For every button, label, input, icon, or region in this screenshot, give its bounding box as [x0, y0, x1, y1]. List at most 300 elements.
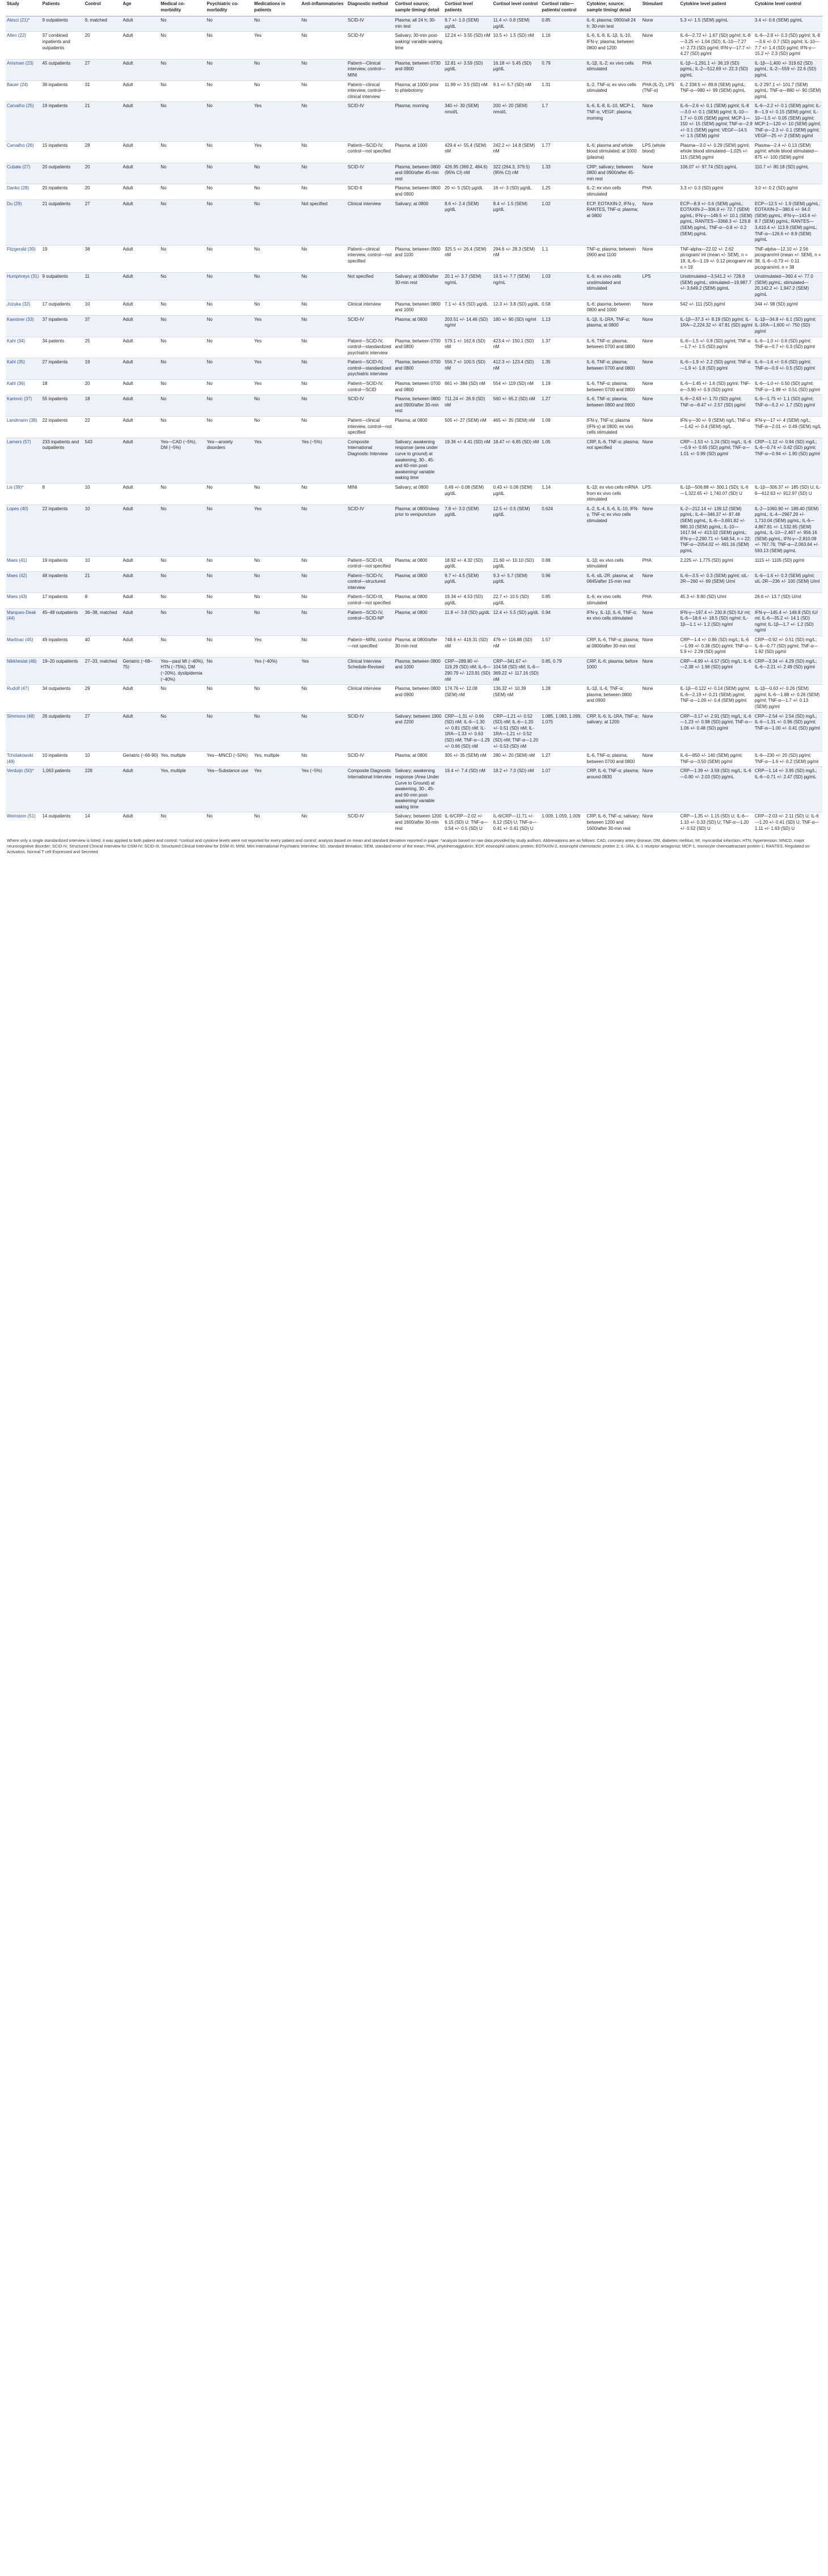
table-cell: Adult [122, 82, 133, 87]
table-cell: 1.31 [542, 82, 551, 87]
table-cell: 1.28 [542, 686, 551, 692]
table-cell: CRP—3.34 +/- 4.29 (SD) mg/L; IL-6—2.21 +/- 2.49 (SD) pg/ml [754, 658, 817, 670]
table-cell: None [642, 103, 653, 109]
table-cell: PHA [642, 60, 652, 66]
column-header: Cytokine level patient [679, 0, 753, 16]
table-cell: CRP, IL-6, TNF-α; plasma; not specified [586, 439, 639, 451]
table-cell: None [642, 573, 653, 578]
table-cell: None [642, 316, 653, 322]
study-cell: Kahl (36) [7, 381, 26, 387]
table-cell: IL-6, TNF-α; plasma; between 0700 and 0800 [586, 381, 635, 392]
table-row [6, 752, 822, 767]
table-cell: Adult [122, 686, 133, 692]
table-cell: No [254, 185, 260, 191]
table-cell: 9 outpatients [42, 274, 68, 279]
table-cell: Adult [122, 164, 133, 170]
table-cell: None [642, 658, 653, 664]
table-cell: No [160, 609, 167, 615]
table-cell: 20.1 +/- 3.7 (SEM) ng/mL [445, 274, 481, 285]
table-cell: 18 [85, 396, 90, 402]
table-cell: 579.1 +/- 162.6 (SD) nM [445, 338, 485, 350]
table-cell: No [206, 713, 213, 719]
table-cell: IL-6, IL-8, IL-10, MCP-1, TNF-α, VEGF; plasma; morning [586, 103, 635, 121]
table-cell: IL-6; plasma; between 0800 and 1000 [586, 301, 631, 313]
table-cell: Yes [254, 316, 262, 322]
table-cell: No [206, 573, 213, 578]
study-cell: Maes (42) [7, 573, 27, 578]
table-cell: 7.8 +/- 3.0 (SEM) µg/dL [445, 506, 479, 518]
table-cell: 9.7 +/- 1.0 (SEM) µg/dL [445, 18, 479, 29]
table-cell: Salivary; awakening response (area under curve to ground) at awakening, 30-, 45- and 60-min post-awakening/ variable waking time [395, 439, 438, 481]
table-cell: Adult [122, 573, 133, 578]
table-cell: CRP—1.14 +/- 3.95 (SD) mg/L; IL-6—0.71 +/- 2.47 (SD) pg/mL [754, 768, 817, 779]
table-cell: No [160, 246, 167, 252]
table-cell: No [254, 274, 260, 279]
table-row [6, 141, 822, 163]
table-cell: IL-6—1.5 +/- 0.8 (SD) pg/ml; TNF-α—1.7 +/- 1.5 (SD) pg/ml [680, 338, 751, 350]
table-cell: SCID-IV [348, 396, 364, 402]
table-cell: Adult [122, 609, 133, 615]
table-cell: 20 inpatients [42, 185, 68, 191]
table-cell: PHA (IL-2), LPS (TNF-α) [642, 82, 674, 94]
table-cell: No [160, 506, 167, 511]
table-row [6, 184, 822, 200]
table-cell: Plasma—2.4 +/- 0.13 (SEM) pg/ml; whole blood stimulated—875 +/- 100 (SEM) pg/ml [754, 142, 818, 160]
table-cell: Adult [122, 359, 133, 365]
table-cell: IL-6—1.0 +/- 0.6 (SD) pg/ml; TNF-α—0.7 +/- 0.3 (SD) pg/ml [754, 338, 815, 350]
table-cell: 36–38, matched [85, 609, 117, 615]
table-cell: CRP, IL-6; plasma; before 1000 [586, 658, 638, 670]
table-cell: Plasma; between 0730 and 0900 [395, 60, 441, 72]
table-cell: Plasma; between 0800 and 0900 [395, 686, 441, 697]
table-cell: No [160, 594, 167, 600]
table-cell: Plasma; between 0700 and 0800 [395, 338, 441, 350]
table-cell: 49 inpatients [42, 637, 68, 643]
table-cell: Patient—SCID-IV, control—standardized psychiatric interview [348, 338, 391, 355]
table-cell: 1.02 [542, 201, 551, 206]
column-header: Study [6, 0, 41, 16]
table-cell: Adult [122, 439, 133, 444]
table-cell: 294.6 +/- 28.3 (SEM) nM [493, 246, 535, 258]
study-cell: Anisman (23) [7, 60, 33, 66]
table-cell: No [160, 142, 167, 148]
table-cell: TNF-alpha—12.10 +/- 2.56 picogram/ml (mean +/- SEM), n = 38, IL-6—0.73 +/- 0.11 picogram/ml, n = 38 [754, 246, 821, 270]
table-row [6, 685, 822, 712]
table-cell: CRP—2.54 +/- 2.54 (SD) mg/L; IL-6—1.31 +/- 0.96 (SD) pg/ml; TNF-α—1.00 +/- 0.41 (SD) pg/ml [754, 713, 820, 731]
table-row [6, 315, 822, 337]
column-header: Diagnostic method [347, 0, 394, 16]
table-cell: None [642, 301, 653, 307]
table-cell: IL-6; ex vivo cells stimulated [586, 594, 622, 606]
table-cell: Yes, multiple [254, 753, 280, 759]
table-cell: Geriatric (~68–75) [122, 658, 153, 670]
table-cell: 10 [85, 506, 90, 511]
table-cell: 21.60 +/- 10.10 (SD) µg/dL [493, 557, 534, 569]
table-row [6, 337, 822, 358]
table-cell: Adult [122, 246, 133, 252]
column-header: Cortisol level patients [443, 0, 492, 16]
table-cell: IL-2 338.5 +/- 89.8 (SEM) pg/mL; TNF-α—980 +/- 99 (SEM) pg/mL [680, 82, 746, 94]
table-cell: CRP—341.67 +/- 104.58 (SD) nM; IL-6—369.22 +/- 117.16 (SD) nM [493, 658, 540, 682]
table-cell: No [160, 381, 167, 387]
table-cell: IL-2, TNF-α; ex vivo cells stimulated [586, 82, 636, 94]
study-cell: Cubała (27) [7, 164, 31, 170]
table-cell: 19 inpatients [42, 557, 68, 563]
table-header [6, 0, 822, 16]
table-cell: IL-1β, IL-6, TNF-α; plasma; between 0800 and 0900 [586, 686, 632, 704]
table-cell: IL-6—2.6 +/- 0.1 (SEM) pg/ml; IL-8—3.0 +/- 0.1 (SEM) pg/ml; IL-10—1.7 +/- 0.05 (SEM) pg/ml; MCP-1—150 +/- 15 (SEM) pg/ml; TNF-α—2.9 +/- 0.1 (SEM) pg/ml; VEGF—14.5 +/- 1.5 (SEM) pg/ml [680, 103, 753, 139]
table-row [6, 417, 822, 438]
table-cell: Geriatric (~66-90) [122, 753, 158, 759]
table-cell: 1115 +/- 1105 (SD) pg/ml [754, 557, 804, 563]
table-cell: LPS (whole blood) [642, 142, 665, 154]
table-cell: Adult [122, 594, 133, 600]
table-cell: LPS [642, 484, 651, 490]
table-cell: 0.94 [542, 609, 551, 615]
table-cell: 325.5 +/- 26.4 (SEM) nM [445, 246, 487, 258]
table-cell: IL-6—1.9 +/- 2.2 (SD) pg/ml; TNF-α—1.9 +/- 1.8 (SD) pg/ml [680, 359, 751, 371]
table-cell: No [301, 637, 307, 643]
study-cell: Rudolf (47) [7, 686, 29, 692]
table-cell: No [206, 201, 213, 206]
table-cell: No [301, 484, 307, 490]
table-cell: 26 outpatients [42, 713, 71, 719]
table-cell: Patient—SCID-IV, control—not specified [348, 142, 391, 154]
column-header: Cortisol ratio—patients/ control [540, 0, 585, 16]
table-cell: 37 inpatients [42, 316, 68, 322]
study-cell: Lis (39)* [7, 484, 24, 490]
table-cell: ECP—12.5 +/- 1.9 (SEM) µg/mL; EOTAXIN-2—380.6 +/- 94.0 (SEM) pg/mL; IFN-γ—143.6 +/- 8.7 (SEM) pg/mL; RANTES—3,410.4 +/- 113.9 (SEM) pg/mL; TNF-α—126.6 +/- 8.9 (SEM) pg/mL [754, 201, 821, 243]
table-cell: Adult [122, 381, 133, 387]
table-cell: TNF-α; plasma; between 0900 and 1100 [586, 246, 636, 258]
table-cell: SCID-IV [348, 814, 364, 819]
table-cell: No [160, 18, 167, 23]
table-row [6, 358, 822, 380]
table-row [6, 32, 822, 59]
table-cell: No [206, 814, 213, 819]
study-cell: Fitzgerald (30) [7, 246, 36, 252]
table-cell: 16 +/- 3 (SD) µg/dL [493, 185, 532, 191]
table-cell: Adult [122, 637, 133, 643]
table-cell: None [642, 768, 653, 774]
table-cell: 20 outpatients [42, 164, 71, 170]
table-cell: 554 +/- 119 (SD) nM [493, 381, 534, 387]
table-cell: No [301, 359, 307, 365]
table-cell: 9 outpatients [42, 18, 68, 23]
table-cell: Patient—SCID-III, control—not specified [348, 557, 391, 569]
table-cell: Adult [122, 506, 133, 511]
table-cell: No [254, 396, 260, 402]
table-cell: 11.8 +/- 3.8 (SD) µg/dL [445, 609, 491, 615]
table-cell: Salivary; between 1900 and 2200 [395, 713, 442, 725]
table-cell: Patient—SCID-IV, control—SCID [348, 381, 383, 392]
table-cell: IL-1β—1,400 +/- 319.62 (SD) pg/mL; IL-2—559 +/- 22.6 (SD) pg/mL [754, 60, 817, 78]
table-cell: Plasma; at 0800 [395, 418, 428, 423]
table-cell: IL-6—1.6 +/- 0.6 (SD) pg/ml; TNF-α—0.9 +/- 0.5 (SD) pg/ml [754, 359, 815, 371]
table-cell: 12.24 +/- 3.55 (SD) nM [445, 33, 491, 39]
table-cell: 27 inpatients [42, 359, 68, 365]
table-cell: 180 +/- 90 (SD) ng/ml [493, 316, 536, 322]
table-cell: 25 [85, 338, 90, 344]
table-cell: No [206, 557, 213, 563]
table-cell: 48 inpatients [42, 573, 68, 578]
table-cell: 1.07 [542, 768, 551, 774]
table-cell: No [160, 164, 167, 170]
table-cell: IL-6—2.63 +/- 1.70 (SD) pg/ml; TNF-α—8.47 +/- 2.57 (SD) pg/ml [680, 396, 746, 408]
table-cell: 1.33 [542, 164, 551, 170]
table-cell: 0.624 [542, 506, 553, 511]
table-cell: 21 [85, 573, 90, 578]
table-cell: None [642, 814, 653, 819]
table-cell: No [254, 814, 260, 819]
table-row [6, 505, 822, 556]
table-cell: None [642, 506, 653, 511]
table-cell: 711.24 +/- 26.9 (SD) nM [445, 396, 485, 408]
table-cell: Plasma; between 0800 and 1000 [395, 301, 441, 313]
table-cell: 26.6 +/- 13.7 (SD) U/ml [754, 594, 801, 600]
table-cell: 1.009, 1.059, 1.009 [542, 814, 581, 819]
table-cell: Yes [254, 338, 262, 344]
table-cell: SCID-IV [348, 103, 364, 109]
table-cell: 15 inpatients [42, 142, 68, 148]
table-cell: None [642, 686, 653, 692]
table-cell: CRP—1.12 +/- 0.94 (SD) mg/L; IL-6—0.74 +/- 0.42 (SD) pg/ml; TNF-α—0.94 +/- 1.90 (SD) pg/ml [754, 439, 820, 456]
table-cell: No [206, 82, 213, 87]
table-cell: None [642, 164, 653, 170]
column-header: Cytokine; source; sample timing/ detail [586, 0, 641, 16]
table-cell: No [206, 609, 213, 615]
table-cell: IL-6/CRP—11.71 +/- 6.12 (SD) U; TNF-α—0.41 +/- 0.41 (SD) U [493, 814, 536, 831]
study-cell: Bauer (24) [7, 82, 28, 87]
table-cell: No [254, 484, 260, 490]
study-cell: Du (29) [7, 201, 22, 206]
table-cell: 0.58 [542, 301, 551, 307]
table-cell: No [254, 18, 260, 23]
table-cell: IL-6—230 +/- 20 (SD) pg/ml; TNF-α—1.6 +/- 0.2 (SEM) pg/ml [754, 753, 819, 764]
table-cell: Adult [122, 338, 133, 344]
table-cell: 20 [85, 33, 90, 39]
table-cell: IL-6—1.75 +/- 1.1 (SD) pg/ml; TNF-α—5.2 +/- 1.7 (SD) pg/ml [754, 396, 815, 408]
table-cell: IL-6; ex vivo cells unstimulated and stimulated [586, 274, 622, 291]
table-cell: 233 inpatients and outpatients [42, 439, 79, 451]
table-cell: 661 +/- 384 (SD) nM [445, 381, 485, 387]
table-cell: No [206, 594, 213, 600]
table-cell: Plasma—3.0 +/- 0.29 (SEM) pg/ml; whole blood stimulated—1,025 +/- 115 (SEM) pg/ml [680, 142, 750, 160]
table-cell: 1.09 [542, 418, 551, 423]
table-cell: Adult [122, 185, 133, 191]
table-cell: Patient—SCID-IV, control—standardized psychiatric interview [348, 359, 391, 377]
table-cell: 5.3 +/- 1.5 (SEM) pg/mL [680, 18, 728, 23]
table-cell: IL-6/CRP—2.02 +/- 6.15 (SD) U; TNF-α—0.54 +/- 0.5 (SD) U [445, 814, 488, 831]
table-cell: Yes—anxiety disorders [206, 439, 233, 451]
table-cell: 0.43 +/- 0.08 (SEM) µg/dL [493, 484, 533, 496]
table-cell: 22 inpatients [42, 506, 68, 511]
table-cell: PHA [642, 185, 652, 191]
table-row [6, 767, 822, 812]
table-cell: CRP—1.21 +/- 0.52 (SD) nM; IL-6—1.20 +/- 0.51 (SD) nM; IL-1RA—1.21 +/- 0.52 (SD) nM; TNF-α—1.20 +/- 0.53 (SD) nM [493, 713, 539, 749]
table-cell: IL-2 297.1 +/- 101.7 (SEM) pg/mL; TNF-α—880 +/- 90 (SEM) pg/mL [754, 82, 821, 99]
table-cell: Plasma; at 0800 [395, 609, 428, 615]
table-row [6, 200, 822, 245]
table-cell: No [160, 274, 167, 279]
table-cell: None [642, 396, 653, 402]
table-cell: IL-1β—0.122 +/- 0.14 (SEM) pg/ml; IL-6—2.19 +/- 0.21 (SEM) pg/ml; TNF-α—1.09 +/- 0.4 (SEM) pg/ml [680, 686, 750, 704]
table-cell: No [254, 82, 260, 87]
table-cell: Clinical interview [348, 301, 381, 307]
table-cell: No [206, 33, 213, 39]
study-cell: Karlovic (37) [7, 396, 32, 402]
table-cell: 21 outpatients [42, 201, 71, 206]
table-cell: None [642, 338, 653, 344]
table-cell: 16.18 +/- 5.45 (SD) µg/dL [493, 60, 531, 72]
study-cell: Kahl (35) [7, 359, 26, 365]
table-cell: Patient—MINI, control—not specified [348, 637, 392, 649]
table-cell: 14 outpatients [42, 814, 71, 819]
table-cell: 20 [85, 164, 90, 170]
table-cell: No [160, 316, 167, 322]
table-cell: Salivary; between 1200 and 1600/after 30-min rest [395, 814, 442, 831]
table-cell: None [642, 246, 653, 252]
table-cell: CRP—2.03 +/- 2.11 (SD) U; IL-6—1.20 +/- 0.41 (SD) U; TNF-α—1.11 +/- 1.63 (SD) U [754, 814, 819, 831]
table-cell: 34 patients [42, 338, 65, 344]
table-cell: No [206, 506, 213, 511]
table-cell: No [254, 201, 260, 206]
table-cell: 0.49 +/- 0.08 (SEM) µg/dL [445, 484, 484, 496]
table-cell: 1.37 [542, 338, 551, 344]
table-cell: Plasma; at 0800 [395, 557, 428, 563]
table-cell: 19.4 +/- 7.4 (SD) nM [445, 768, 485, 774]
table-cell: 3.0 +/- 0.2 (SD) pg/ml [754, 185, 798, 191]
study-cell: Carvalho (25) [7, 103, 34, 109]
table-cell: IL-6; plasma; 0900/all 24 h; 30-min test [586, 18, 636, 29]
table-cell: 1.27 [542, 396, 551, 402]
table-cell: Plasma; at 1000/ prior to phlebotomy [395, 82, 439, 94]
table-cell: Yes (~5%) [301, 768, 322, 774]
table-cell: 423.4 +/- 150.1 (SD) nM [493, 338, 534, 350]
table-cell: Plasma; at 1000 [395, 142, 428, 148]
table-cell: IL-6—1.0 +/- 0.50 (SD) pg/ml; TNF-α—1.99 +/- 0.51 (SD) pg/ml [754, 381, 820, 392]
table-cell: No [254, 573, 260, 578]
table-cell: No [254, 686, 260, 692]
column-header: Cortisol source; sample timing/ detail [394, 0, 443, 16]
table-cell: No [254, 418, 260, 423]
table-cell: Patient—SCID-III, control—not specified [348, 594, 391, 606]
table-cell: CRP—289.80 +/- 119.29 (SD) nM; IL-6—290.79 +/- 123.91 (SD) nM [445, 658, 491, 682]
table-cell: 0.85 [542, 18, 551, 23]
table-cell: Adult [122, 418, 133, 423]
table-cell: 2,225 +/- 1,775 (SD) pg/ml [680, 557, 733, 563]
table-cell: 21 [85, 103, 90, 109]
table-cell: 429.4 +/- 55.4 (SEM) nM [445, 142, 487, 154]
table-cell: Yes [254, 33, 262, 39]
table-cell: Yes—MNCD (~50%) [206, 753, 248, 759]
table-cell: CRP, IL-6, IL-1RA, TNF-α; salivary; at 1200 [586, 713, 639, 725]
table-row [6, 245, 822, 272]
table-cell: Yes [254, 142, 262, 148]
table-cell: No [160, 814, 167, 819]
table-cell: Yes (~5%) [301, 439, 322, 444]
table-cell: 9.3 +/- 5.7 (SEM) µg/dL [493, 573, 527, 584]
table-cell: No [301, 713, 307, 719]
table-cell: No [206, 246, 213, 252]
table-cell: No [301, 594, 307, 600]
table-cell: 22 inpatients [42, 418, 68, 423]
table-cell: Plasma; between 0900 and 1100 [395, 246, 441, 258]
table-cell: 45.3 +/- 9.80 (SD) U/ml [680, 594, 726, 600]
table-cell: No [301, 164, 307, 170]
study-cell: Weinstein (51) [7, 814, 36, 819]
table-cell: Plasma; between 0700 and 0800 [395, 359, 441, 371]
table-cell: 1.16 [542, 33, 551, 39]
table-cell: IL-6—1.45 +/- 1.6 (SD) pg/ml; TNF-α—3.90 +/- 0.9 (SD) pg/ml [680, 381, 751, 392]
table-cell: 412.3 +/- 123.4 (SD) nM [493, 359, 534, 371]
table-cell: No [301, 338, 307, 344]
table-cell: Composite Diagnostic International Interview [348, 768, 392, 779]
table-cell: 40 [85, 637, 90, 643]
table-cell: No [206, 484, 213, 490]
table-cell: CRP—4.99 +/- 4.57 (SD) mg/L; IL-6—2.38 +/- 1.96 (SD) pg/ml [680, 658, 751, 670]
table-cell: 228 [85, 768, 92, 774]
table-cell: No [301, 418, 307, 423]
table-cell: Yes (~40%) [254, 658, 277, 664]
table-cell: 18.2 +/- 7.0 (SD) nM [493, 768, 534, 774]
table-cell: 9.1 +/- 5.7 (SD) nM [493, 82, 531, 87]
table-cell: 0.96 [542, 573, 551, 578]
table-cell: 1.77 [542, 142, 551, 148]
table-cell: No [206, 274, 213, 279]
table-cell: 556.7 +/- 100.5 (SD) nM [445, 359, 485, 371]
table-cell: Plasma; between 0800 and 0900 [395, 185, 441, 197]
table-cell: 20 [85, 185, 90, 191]
table-cell: 19 [42, 246, 48, 252]
table-cell: Adult [122, 201, 133, 206]
column-header: Patients [41, 0, 84, 16]
table-cell: No [206, 637, 213, 643]
table-cell: No [254, 594, 260, 600]
table-cell: 45–48 outpatients [42, 609, 78, 615]
table-cell: No [160, 33, 167, 39]
table-cell: 1.25 [542, 185, 551, 191]
table-cell: 110.7 +/- 80.18 (SD) pg/mL [754, 164, 809, 170]
table-cell: 305 +/- 35 (SEM) nM [445, 753, 487, 759]
table-cell: CRP—1.35 +/- 1.15 (SD) U; IL-6—1.10 +/- 0.33 (SD) U; TNF-α—1.20 +/- 0.52 (SD) U [680, 814, 749, 831]
table-cell: No [160, 557, 167, 563]
table-cell: No [160, 82, 167, 87]
table-cell: 1.35 [542, 359, 551, 365]
table-cell: IL-6; plasma and whole blood stimulated; at 1000 (plasma) [586, 142, 637, 160]
table-cell: IL-2, IL-4, IL-6, IL-10, IFN-γ, TNF-α; ex vivo cells stimulated [586, 506, 639, 523]
table-cell: 10 [85, 557, 90, 563]
table-cell: Adult [122, 33, 133, 39]
table-cell: IL-2—1060.90 +/- 189.40 (SEM) pg/mL; IL-4—2967.29 +/- 1,710.04 (SEM) pg/mL; IL-6—4,867.81 +/- 1,532.65 (SEM) pg/mL; IL-10—2,467 +/- 956.16 (SEM) pg/mL; IFN-γ—2,810.09 +/- 767.76; TNF-α—2,063.64 +/- 593.13 (SEM) pg/mL [754, 506, 819, 553]
study-cell: Kahl (34) [7, 338, 26, 344]
table-cell: CRP—1.39 +/- 3.59 (SD) mg/L; IL-6—0.80 +/- 2.03 (SD) pg/mL [680, 768, 751, 779]
study-cell: Danko (28) [7, 185, 29, 191]
table-cell: Yes [254, 506, 262, 511]
table-cell: Patient—Clinical interview, control—MINI [348, 60, 386, 78]
table-row [6, 163, 822, 184]
table-cell: 17 inpatients [42, 594, 68, 600]
table-cell: IL-6—1.6 +/- 0.3 (SEM) pg/ml; sIL-2R—236 +/- 100 (SEM) U/ml [754, 573, 820, 584]
table-row [6, 380, 822, 395]
table-cell: Salivary; at 0800/after 30-min rest [395, 274, 439, 285]
document-page [6, 0, 822, 855]
table-cell: IL-1β—34.8 +/- 6.1 (SD) pg/ml; IL-1RA—1,600 +/- 750 (SD) pg/ml [754, 316, 817, 334]
study-cell: Carvalho (26) [7, 142, 34, 148]
table-cell: 37 [85, 316, 90, 322]
table-cell: IL-6—2.2 +/- 0.1 (SEM) pg/ml; IL-8—1.9 +/- 0.15 (SEM) pg/ml; IL-10—1.5 +/- 0.05 (SEM) pg/ml; MCP-1—120 +/- 10 (SEM) pg/ml; TNF-α—2.3 +/- 0.1 (SEM) pg/ml; VEGF—25 +/- 2 (SEM) pg/ml [754, 103, 821, 139]
table-cell: No [254, 246, 260, 252]
